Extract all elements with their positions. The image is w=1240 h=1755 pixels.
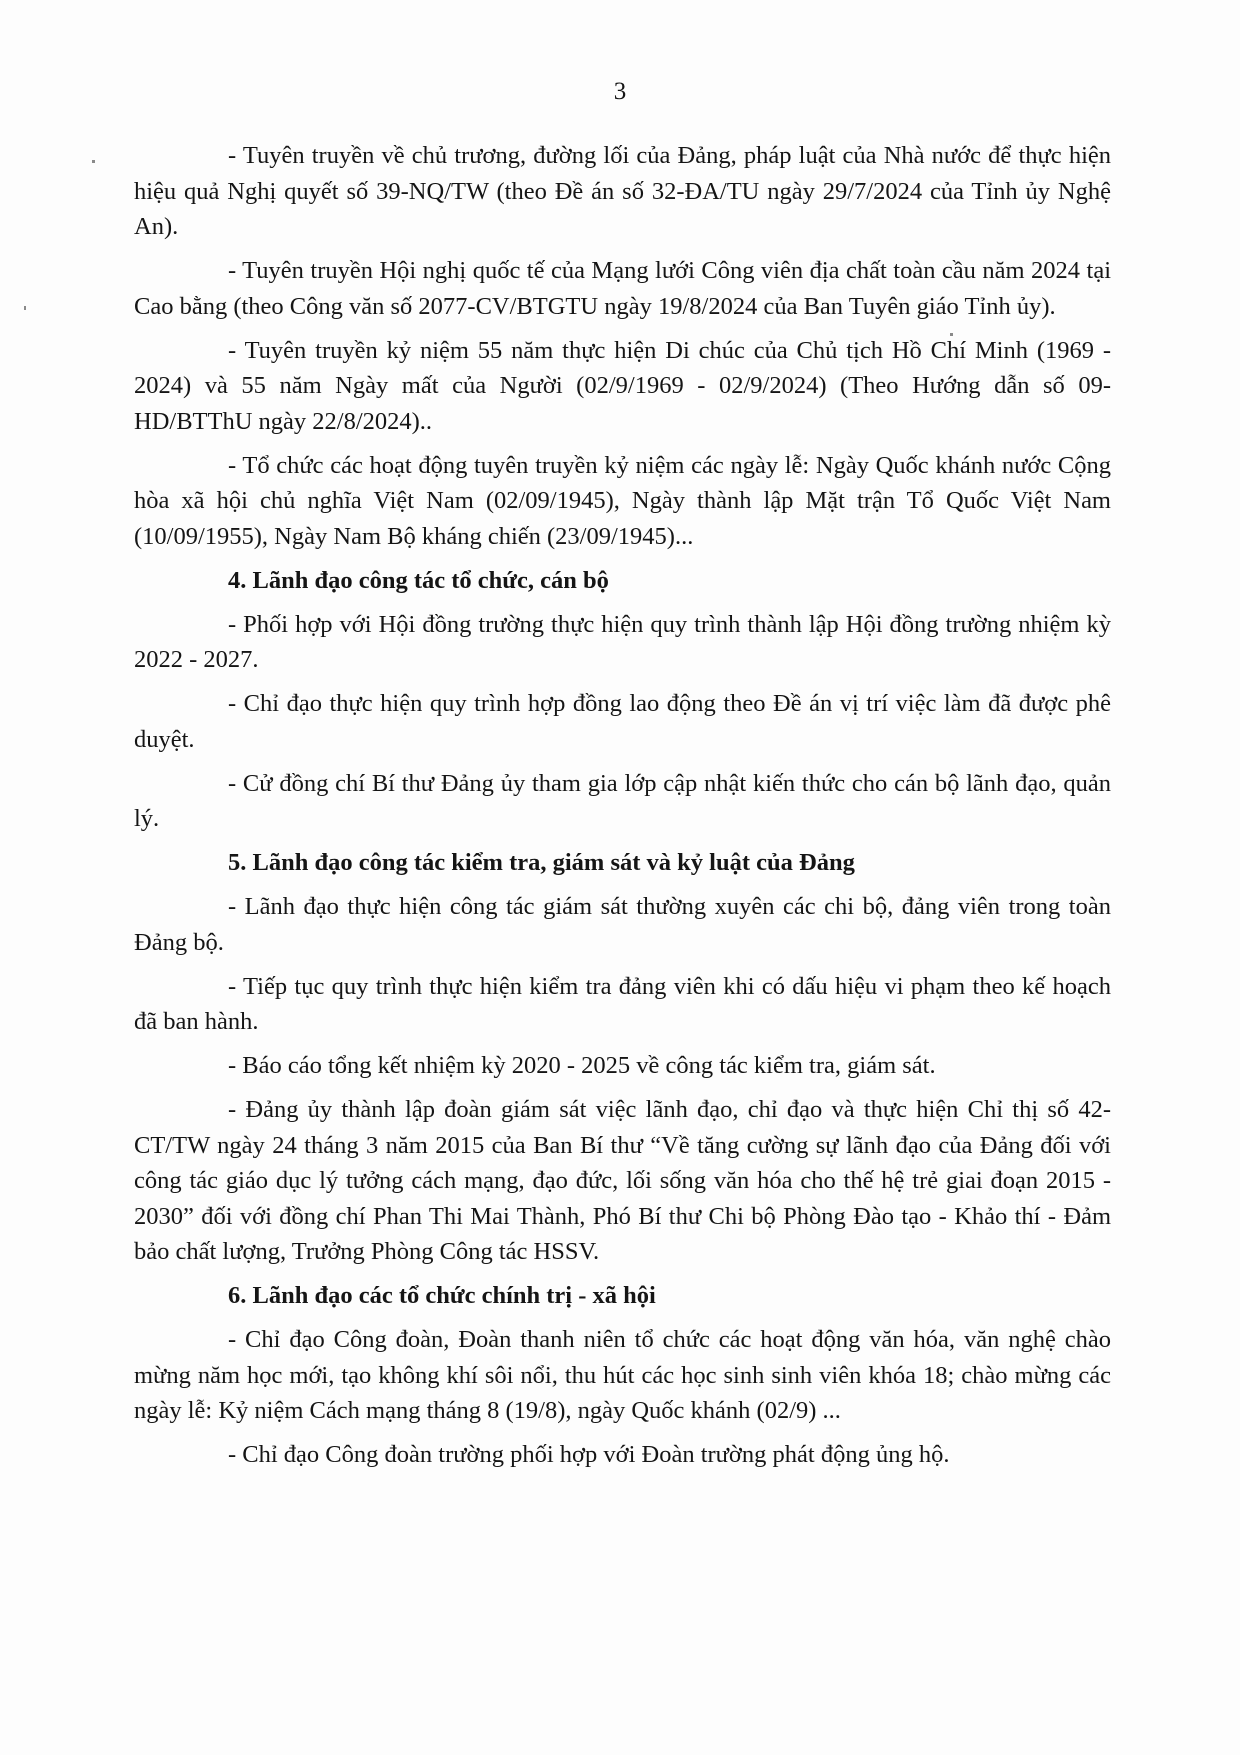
paragraph: - Cử đồng chí Bí thư Đảng ủy tham gia lớp cập nhật kiến thức cho cán bộ lãnh đạo, quản lý. [134, 769, 1111, 832]
section-heading: 4. Lãnh đạo công tác tổ chức, cán bộ [228, 566, 609, 594]
paragraph: - Tiếp tục quy trình thực hiện kiểm tra đảng viên khi có dấu hiệu vi phạm theo kế hoạch đã ban hành. [134, 972, 1111, 1035]
paragraph: - Tổ chức các hoạt động tuyên truyền kỷ niệm các ngày lễ: Ngày Quốc khánh nước Cộng hòa xã hội chủ nghĩa Việt Nam (02/09/1945), Ngày thành lập Mặt trận Tổ Quốc Việt Nam (10/09/1955), Ngày Nam Bộ kháng chiến (23/09/1945)... [134, 451, 1111, 550]
paragraph: - Chỉ đạo thực hiện quy trình hợp đồng lao động theo Đề án vị trí việc làm đã được phê duyệt. [134, 690, 1111, 753]
paragraph: - Tuyên truyền về chủ trương, đường lối của Đảng, pháp luật của Nhà nước để thực hiện hiệu quả Nghị quyết số 39-NQ/TW (theo Đề án số 32-ĐA/TU ngày 29/7/2024 của Tỉnh ủy Nghệ An). [134, 142, 1111, 240]
paragraph: - Báo cáo tổng kết nhiệm kỳ 2020 - 2025 về công tác kiểm tra, giám sát. [228, 1052, 936, 1079]
section-heading: 6. Lãnh đạo các tổ chức chính trị - xã hội [228, 1282, 656, 1309]
paragraph: - Tuyên truyền kỷ niệm 55 năm thực hiện Di chúc của Chủ tịch Hồ Chí Minh (1969 - 2024) và 55 năm Ngày mất của Người (02/9/1969 - 02/9/2024) (Theo Hướng dẫn số 09-HD/BTThU ngày 22/8/2024).. [134, 336, 1111, 435]
section-heading: 5. Lãnh đạo công tác kiểm tra, giám sát và kỷ luật của Đảng [228, 849, 855, 876]
page-number: 3 [613, 78, 627, 105]
paragraph: - Đảng ủy thành lập đoàn giám sát việc lãnh đạo, chỉ đạo và thực hiện Chỉ thị số 42-CT/TW ngày 24 tháng 3 năm 2015 của Ban Bí thư “Về tăng cường sự lãnh đạo của Đảng đối với công tác giáo dục lý tưởng cách mạng, đạo đức, lối sống văn hóa cho thế hệ trẻ giai đoạn 2015 - 2030” đối với đồng chí Phan Thi Mai Thành, Phó Bí thư Chi bộ Phòng Đào tạo - Khảo thí - Đảm bảo chất lượng, Trưởng Phòng Công tác HSSV. [134, 1096, 1111, 1265]
paragraph: - Phối hợp với Hội đồng trường thực hiện quy trình thành lập Hội đồng trường nhiệm kỳ 2022 - 2027. [134, 610, 1111, 673]
paragraph: - Chỉ đạo Công đoàn trường phối hợp với Đoàn trường phát động ủng hộ. [228, 1441, 950, 1468]
scan-speck [92, 160, 95, 163]
scan-speck [24, 306, 26, 310]
paragraph: - Lãnh đạo thực hiện công tác giám sát thường xuyên các chi bộ, đảng viên trong toàn Đảng bộ. [134, 893, 1111, 956]
paragraph: - Tuyên truyền Hội nghị quốc tế của Mạng lưới Công viên địa chất toàn cầu năm 2024 tại Cao bằng (theo Công văn số 2077-CV/BTGTU ngày 19/8/2024 của Ban Tuyên giáo Tỉnh ủy). [134, 257, 1111, 320]
document-body [134, 138, 1111, 1481]
paragraph: - Chỉ đạo Công đoàn, Đoàn thanh niên tổ chức các hoạt động văn hóa, văn nghệ chào mừng năm học mới, tạo không khí sôi nổi, thu hút các học sinh sinh viên khóa 18; chào mừng các ngày lễ: Kỷ niệm Cách mạng tháng 8 (19/8), ngày Quốc khánh (02/9) ... [134, 1326, 1111, 1424]
